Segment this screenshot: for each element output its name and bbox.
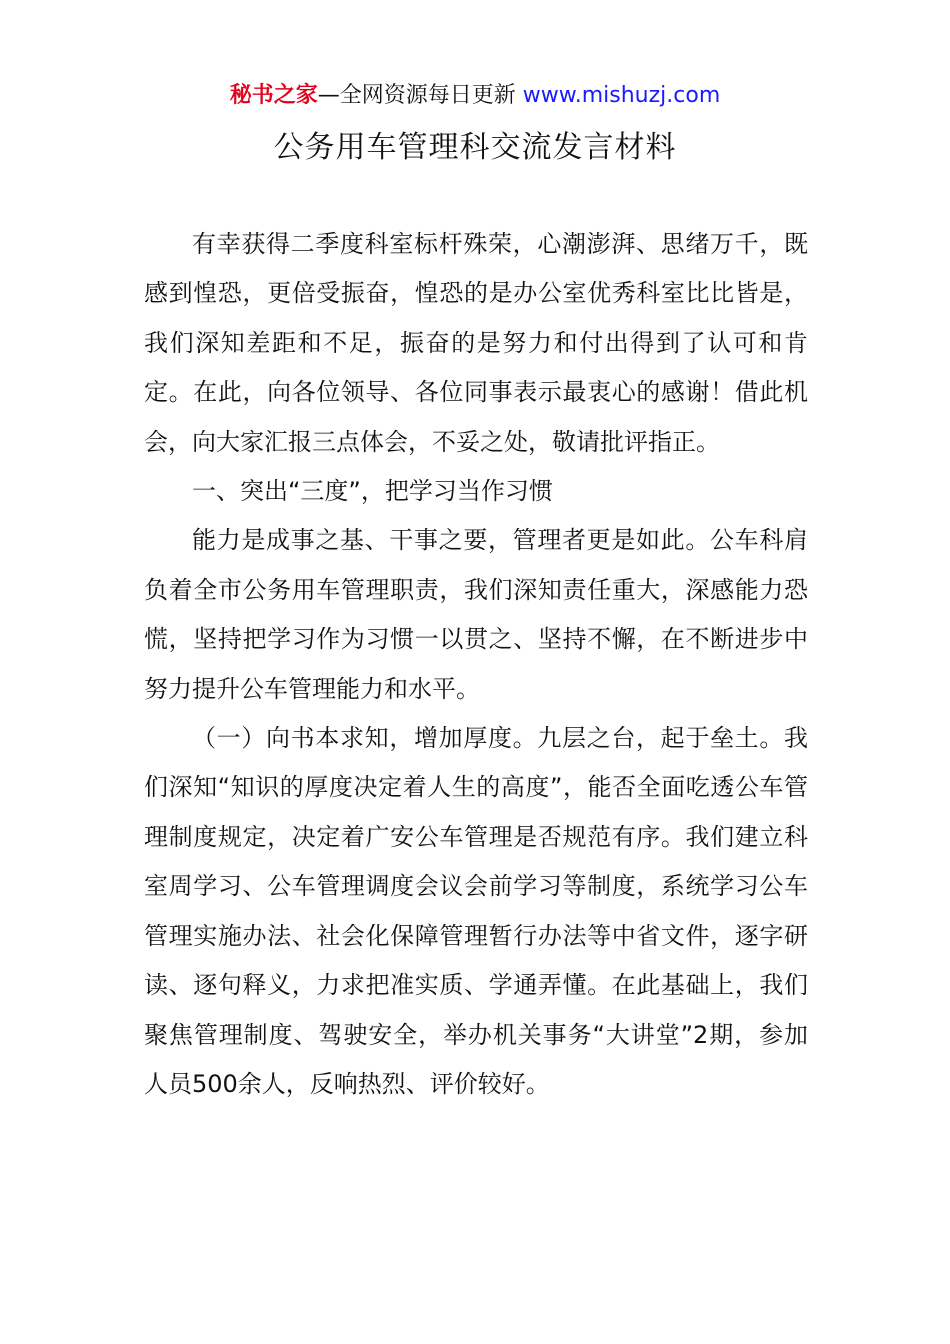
subsection-paragraph: （一）向书本求知，增加厚度。九层之台，起于垒土。我们深知“知识的厚度决定着人生的高度”，能否全面吃透公车管理制度规定，决定着广安公车管理是否规范有序。我们建立科室周学习、公车管理调度会议会前学习等制度，系统学习公车管理实施办法、社会化保障管理暂行办法等中省文件，逐字研读、逐句释义，力求把准实质、学通弄懂。在此基础上，我们聚焦管理制度、驾驶安全，举办机关事务“大讲堂”2期，参加人员500余人，反响热烈、评价较好。	[144, 724, 808, 1098]
section-paragraph: 能力是成事之基、干事之要，管理者更是如此。公车科肩负着全市公务用车管理职责，我们深知责任重大，深感能力恐慌，坚持把学习作为习惯一以贯之、坚持不懈，在不断进步中努力提升公车管理能力和水平。	[144, 526, 808, 703]
site-header	[0, 80, 950, 112]
section-heading: 一、突出“三度”，把学习当作习惯	[192, 477, 553, 506]
document-body	[144, 220, 808, 1109]
site-brand: 秘书之家	[229, 83, 318, 108]
document-title: 公务用车管理科交流发言材料	[273, 130, 677, 165]
intro-paragraph: 有幸获得二季度科室标杆殊荣，心潮澎湃、思绪万千，既感到惶恐，更倍受振奋，惶恐的是办公室优秀科室比比皆是，我们深知差距和不足，振奋的是努力和付出得到了认可和肯定。在此，向各位领导、各位同事表示最衷心的感谢！借此机会，向大家汇报三点体会，不妥之处，敬请批评指正。	[144, 230, 808, 456]
site-tagline: —全网资源每日更新	[317, 83, 523, 108]
site-url-link[interactable]: www.mishuzj.com	[522, 83, 721, 108]
